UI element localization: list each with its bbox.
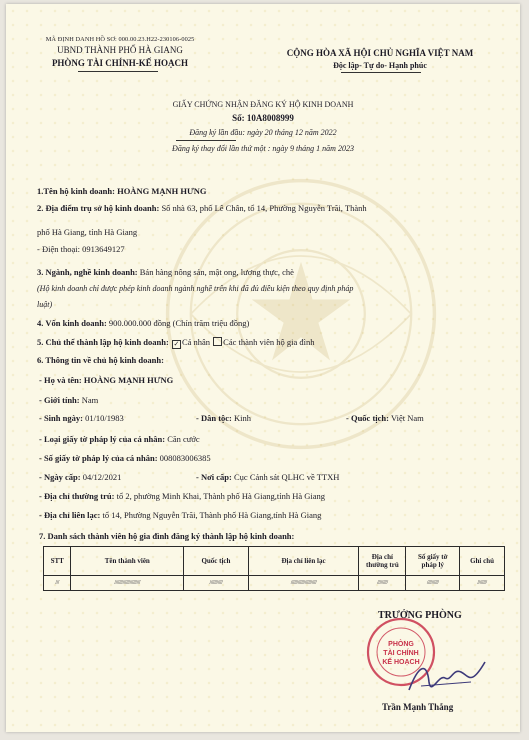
business-name-row: 1.Tên hộ kinh doanh: HOÀNG MẠNH HƯNG	[37, 186, 207, 196]
svg-text:TÀI CHÍNH: TÀI CHÍNH	[383, 650, 419, 657]
business-id-code: MÃ ĐỊNH DANH HỒ SƠ: 000.00.23.H22-230106-0025	[45, 36, 195, 43]
ethnicity-row: - Dân tộc: Kinh	[196, 413, 252, 423]
id-type-row: - Loại giấy tờ pháp lý của cá nhân: Căn cước	[39, 434, 200, 444]
issue-place-row: - Nơi cấp: Cục Cảnh sát QLHC về TTXH	[196, 472, 340, 482]
table-row: /// ////////////////////// /////////// ////////////////////// ///////// ////////// ////////	[44, 576, 505, 591]
national-title: CỘNG HÒA XÃ HỘI CHỦ NGHĨA VIỆT NAM	[286, 48, 474, 58]
handwritten-signature	[401, 656, 491, 702]
contact-address-row: - Địa chỉ liên lạc: tổ 14, Phường Nguyễn Trãi, Thành phố Hà Giang,tỉnh Hà Giang	[39, 510, 322, 520]
id-number-row: - Số giấy tờ pháp lý của cá nhân: 008083006385	[39, 453, 211, 463]
issue-date-row: - Ngày cấp: 04/12/2021	[39, 472, 122, 482]
business-lines-row: 3. Ngành, nghề kinh doanh: Bán hàng nông sản, mật ong, lương thực, chè	[37, 267, 294, 277]
capital-row: 4. Vốn kinh doanh: 900.000.000 đồng (Chín trăm triệu đồng)	[37, 318, 250, 328]
document-sheet	[6, 4, 520, 732]
household-members-table	[43, 546, 505, 591]
business-note-line2: luật)	[37, 300, 53, 309]
issuing-authority: UBND THÀNH PHỐ HÀ GIANG	[57, 45, 183, 55]
col-member-name: Tên thành viên	[71, 547, 184, 576]
phone-row: - Điện thoại: 0913649127	[37, 244, 125, 254]
address-row: 2. Địa điểm trụ sở hộ kinh doanh: Số nhà 63, phố Lê Chân, tổ 14, Phường Nguyễn Trãi, Thành	[37, 203, 367, 213]
owner-info-heading: 6. Thông tin về chủ hộ kinh doanh:	[37, 355, 164, 365]
members-heading: 7. Danh sách thành viên hộ gia đình đăng ký thành lập hộ kinh doanh:	[39, 531, 295, 541]
amendment-date: Đăng ký thay đổi lần thứ một : ngày 9 tháng 1 năm 2023	[172, 144, 354, 153]
col-contact-address: Địa chỉ liên lạc	[248, 547, 359, 576]
address-row-cont: phố Hà Giang, tỉnh Hà Giang	[37, 227, 138, 237]
owner-name-row: - Họ và tên: HOÀNG MẠNH HƯNG	[39, 375, 174, 385]
col-id-number: Số giấy tờ pháp lý	[406, 547, 460, 576]
col-note: Ghi chú	[460, 547, 505, 576]
first-registration-date: Đăng ký lần đầu: ngày 20 tháng 12 năm 2022	[189, 128, 337, 137]
individual-checkbox: ✓	[173, 340, 180, 348]
svg-text:KẾ HOẠCH: KẾ HOẠCH	[382, 659, 420, 666]
col-permanent-address: Địa chỉ thường trú	[359, 547, 406, 576]
signer-name: Trần Mạnh Thắng	[382, 702, 454, 712]
owner-type-row: 5. Chủ thể thành lập hộ kinh doanh: ✓ Cá nhân Các thành viên hộ gia đình	[37, 337, 315, 348]
svg-text:PHÒNG: PHÒNG	[388, 641, 414, 648]
gender-row: - Giới tính: Nam	[39, 395, 99, 405]
issuing-department: PHÒNG TÀI CHÍNH-KẾ HOẠCH	[51, 58, 189, 68]
document-title: GIẤY CHỨNG NHẬN ĐĂNG KÝ HỘ KINH DOANH	[172, 100, 354, 109]
national-motto: Độc lập- Tự do- Hạnh phúc	[333, 61, 427, 70]
permanent-address-row: - Địa chỉ thường trú: tổ 2, phường Minh Khai, Thành phố Hà Giang,tỉnh Hà Giang	[39, 491, 326, 501]
nationality-row: - Quốc tịch: Việt Nam	[346, 413, 424, 423]
household-checkbox	[213, 337, 222, 346]
business-note-line1: (Hộ kinh doanh chỉ được phép kinh doanh ngành nghề trên khi đã đủ điều kiện theo quy định pháp	[37, 284, 354, 293]
signer-title: TRƯỞNG PHÒNG	[378, 610, 462, 621]
col-stt: STT	[44, 547, 71, 576]
dob-row: - Sinh ngày: 01/10/1983	[39, 413, 124, 423]
certificate-number: Số: 10A8008999	[232, 113, 294, 123]
col-nationality: Quốc tịch	[184, 547, 249, 576]
